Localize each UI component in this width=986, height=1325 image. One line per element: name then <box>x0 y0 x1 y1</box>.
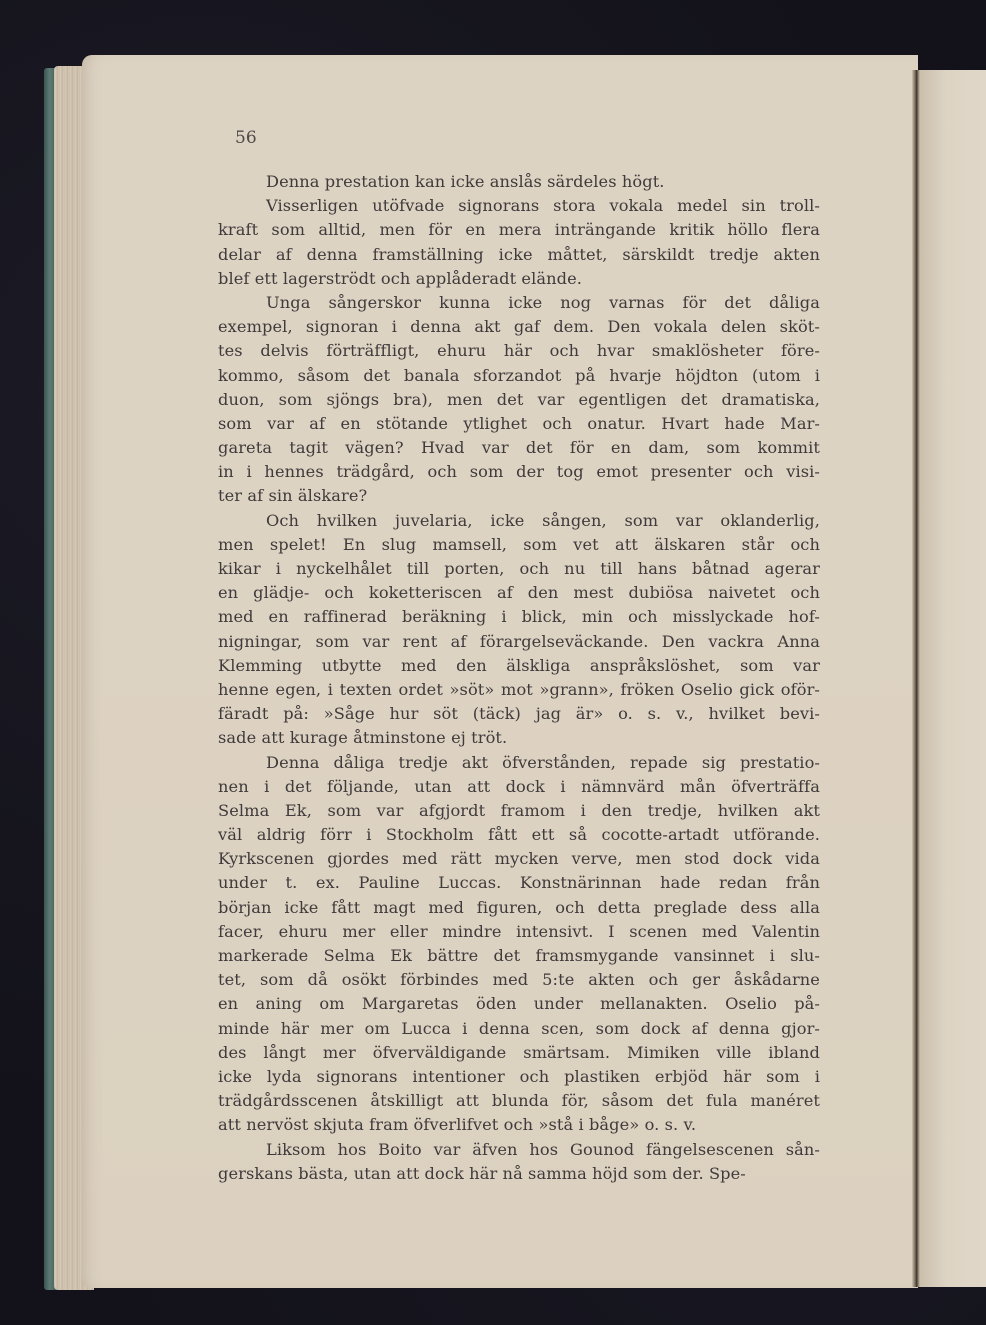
text-line: men spelet! En slug mamsell, som vet att älskaren står och <box>218 534 820 554</box>
text-line: Liksom hos Boito var äfven hos Gounod fängelsescenen sån- <box>266 1139 820 1159</box>
body-text <box>218 170 820 1186</box>
text-line: kikar i nyckelhålet till porten, och nu till hans båtnad agerar <box>218 559 820 578</box>
text-line: en aning om Margaretas öden under mellanakten. Oselio på- <box>218 994 820 1014</box>
text-line: nen i det följande, utan att dock i nämnvärd mån öfverträffa <box>218 776 820 796</box>
book-gutter <box>912 70 920 1287</box>
text-line: gareta tagit vägen? Hvad var det för en dam, som kommit <box>218 438 820 458</box>
paragraph <box>218 170 820 194</box>
text-line: en glädje- och koketteriscen af den mest dubiösa naivetet och <box>218 583 820 603</box>
text-line: Denna dåliga tredje akt öfverstånden, repade sig prestatio- <box>266 752 820 772</box>
text-line: delar af denna framställning icke måttet, särskildt tredje akten <box>218 244 820 264</box>
text-line: tet, som då osökt förbindes med 5:te akten och ger åskådarne <box>218 970 820 990</box>
text-line: nigningar, som var rent af förargelseväckande. Den vackra Anna <box>218 631 820 651</box>
text-line: henne egen, i texten ordet »söt» mot »grann», fröken Oselio gick oför- <box>218 679 820 699</box>
paragraph <box>218 194 820 291</box>
text-line: kommo, såsom det banala sforzandot på hvarje höjdton (utom i <box>218 365 820 385</box>
text-line: facer, ehuru mer eller mindre intensivt. I scenen med Valentin <box>218 921 820 941</box>
text-line: kraft som alltid, men för en mera inträngande kritik höllo flera <box>218 220 820 240</box>
paragraph <box>218 291 820 509</box>
text-line: des långt mer öfverväldigande smärtsam. Mimiken ville ibland <box>218 1042 820 1062</box>
text-line: trädgårdsscenen åtskilligt att blunda för, såsom det fula manéret <box>218 1091 820 1111</box>
text-line: Kyrkscenen gjordes med rätt mycken verve, men stod dock vida <box>218 849 820 869</box>
text-line: tes delvis förträffligt, ehuru här och hvar smaklösheter före- <box>218 341 820 361</box>
text-line: Denna prestation kan icke anslås särdeles högt. <box>266 172 665 191</box>
paragraph <box>218 751 820 1138</box>
page-number: 56 <box>235 128 257 148</box>
text-line: icke lyda signorans intentioner och plastiken erbjöd här som i <box>218 1066 820 1086</box>
text-line: blef ett lagerströdt och applåderadt elände. <box>218 268 583 288</box>
text-line: Selma Ek, som var afgjordt framom i den tredje, hvilken akt <box>218 800 820 820</box>
text-line: väl aldrig förr i Stockholm fått ett så cocotte-artadt utförande. <box>218 825 820 845</box>
text-line: Visserligen utöfvade signorans stora vokala medel sin troll- <box>266 196 820 216</box>
text-line: exempel, signoran i denna akt gaf dem. Den vokala delen sköt- <box>218 317 820 337</box>
text-line: markerade Selma Ek bättre det framsmygande vansinnet i slu- <box>218 946 820 965</box>
text-line: in i hennes trädgård, och som der tog emot presenter och visi- <box>218 462 820 482</box>
text-line: minde här mer om Lucca i denna scen, som dock af denna gjor- <box>218 1018 820 1038</box>
text-line: att nervöst skjuta fram öfverlifvet och »stå i båge» o. s. v. <box>218 1115 697 1135</box>
facing-page-edge <box>920 70 986 1287</box>
text-line: Unga sångerskor kunna icke nog varnas för det dåliga <box>266 292 820 312</box>
text-line: under t. ex. Pauline Luccas. Konstnärinnan hade redan från <box>218 873 820 893</box>
text-line: början icke fått magt med figuren, och detta preglade dess alla <box>218 897 820 917</box>
text-line: Klemming utbytte med den älskliga anspråkslöshet, som var <box>218 655 820 675</box>
paragraph <box>218 1138 820 1186</box>
text-line: duon, som sjöngs bra), men det var egentligen det dramatiska, <box>218 389 820 409</box>
paragraph <box>218 509 820 751</box>
text-line: med en raffinerad beräkning i blick, min och misslyckade hof- <box>218 607 820 627</box>
text-line: som var af en stötande ytlighet och onatur. Hvart hade Mar- <box>218 413 820 433</box>
text-line: gerskans bästa, utan att dock här nå samma höjd som der. Spe- <box>218 1163 746 1183</box>
text-line: färadt på: »Såge hur söt (täck) jag är» o. s. v., hvilket bevi- <box>218 704 820 724</box>
text-line: ter af sin älskare? <box>218 486 368 506</box>
text-line: Och hvilken juvelaria, icke sången, som var oklanderlig, <box>266 510 820 530</box>
text-line: sade att kurage åtminstone ej tröt. <box>218 728 508 748</box>
